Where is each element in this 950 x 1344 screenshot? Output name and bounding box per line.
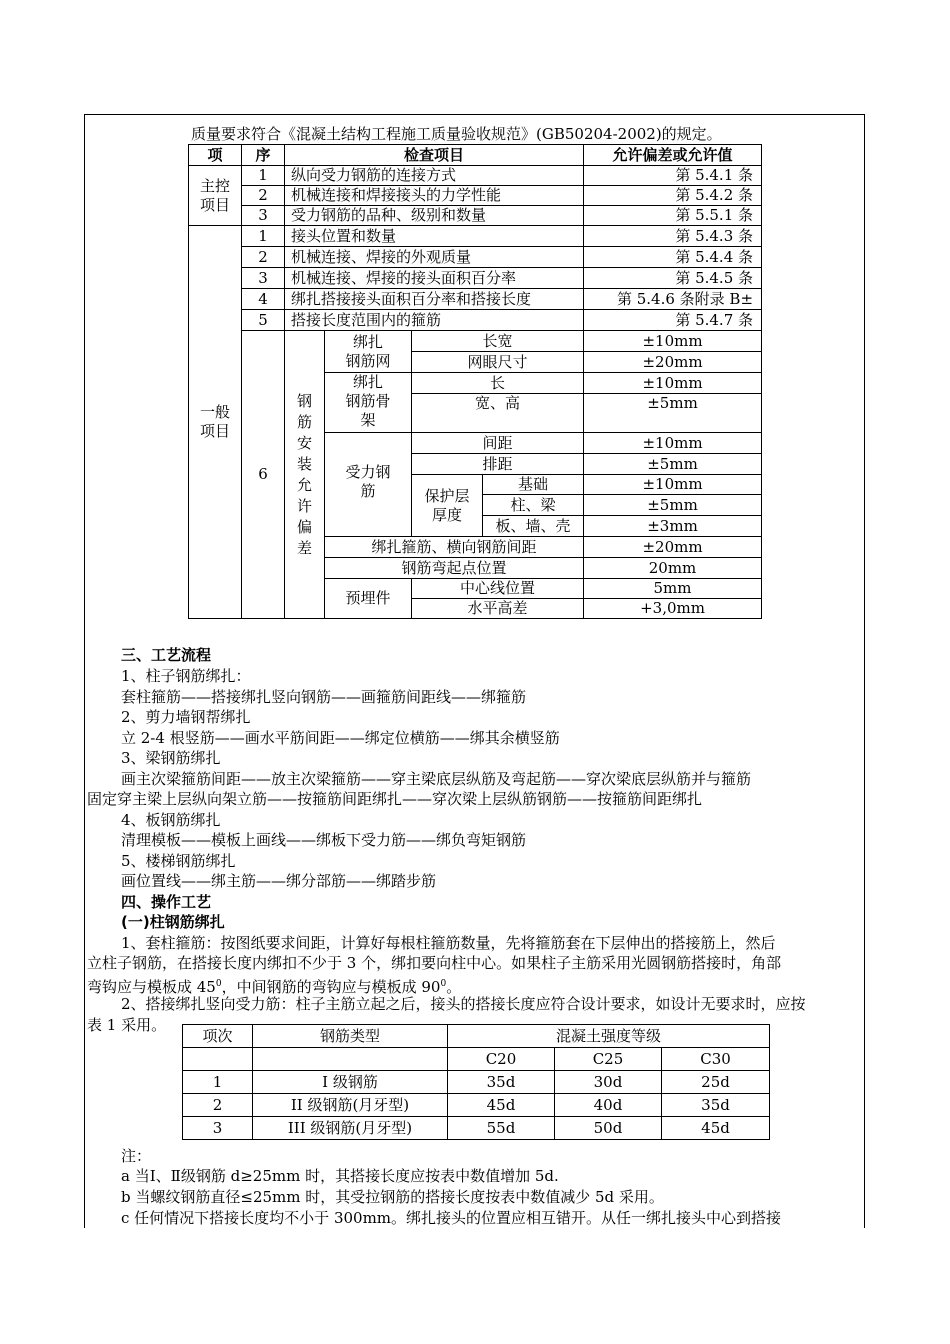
table-row-value: 第 5.4.6 条附录 B± bbox=[584, 289, 762, 310]
note-line: a 当Ⅰ、Ⅱ级钢筋 d≥25mm 时，其搭接长度应按表中数值增加 5d. bbox=[121, 1167, 559, 1185]
header-item-group: 项 bbox=[189, 145, 242, 166]
section3-line: 套柱箍筋——搭接绑扎竖向钢筋——画箍筋间距线——绑箍筋 bbox=[121, 688, 527, 706]
table-row-item: 间距 bbox=[412, 433, 584, 454]
table-row-type: III 级钢筋(月牙型) bbox=[253, 1117, 448, 1140]
table-row-seq: 1 bbox=[242, 166, 285, 186]
table-row-value: 第 5.4.1 条 bbox=[584, 166, 762, 186]
table-cell: 40d bbox=[555, 1094, 662, 1117]
table-row-item: 柱、梁 bbox=[483, 495, 584, 516]
inspection-table bbox=[188, 144, 762, 619]
table-row-seq: 3 bbox=[242, 206, 285, 226]
table-row-item: 绑扎箍筋、横向钢筋间距 bbox=[325, 537, 584, 558]
table-cell: 45d bbox=[662, 1117, 770, 1140]
table-row-item: 绑扎搭接接头面积百分率和搭接长度 bbox=[285, 289, 584, 310]
skeleton-label: 绑扎 钢筋骨 架 bbox=[325, 373, 412, 433]
hook-text-a: 弯钩应与模板成 45 bbox=[87, 978, 216, 996]
table-row-item: 中心线位置 bbox=[412, 579, 584, 599]
header-type: 钢筋类型 bbox=[253, 1025, 448, 1048]
degree-sup: 0 bbox=[440, 979, 447, 989]
table-row-type: II 级钢筋(月牙型) bbox=[253, 1094, 448, 1117]
table-row-seq: 5 bbox=[242, 310, 285, 331]
seq6-label: 钢 筋 安 装 允 许 偏 差 bbox=[285, 331, 325, 619]
section3-line: 3、梁钢筋绑扎 bbox=[121, 749, 221, 767]
table-row-value: ±3mm bbox=[584, 516, 762, 537]
table-row-seq: 4 bbox=[242, 289, 285, 310]
table-row-value: 第 5.4.2 条 bbox=[584, 186, 762, 206]
section4-line: 立柱子钢筋，在搭接长度内绑扣不少于 3 个，绑扣要向柱中心。如果柱子主筋采用光圆钢筋搭接时，角部 bbox=[87, 954, 782, 972]
table-row-item: 钢筋弯起点位置 bbox=[325, 558, 584, 579]
section3-line: 4、板钢筋绑扎 bbox=[121, 811, 221, 829]
table-row-value: +3,0mm bbox=[584, 599, 762, 619]
table-row-item: 网眼尺寸 bbox=[412, 352, 584, 373]
table-row-item: 排距 bbox=[412, 454, 584, 475]
table-row-seq: 3 bbox=[242, 268, 285, 289]
table-row-item: 机械连接、焊接的外观质量 bbox=[285, 247, 584, 268]
empty-cell bbox=[253, 1048, 448, 1071]
table-row-no: 2 bbox=[183, 1094, 253, 1117]
section4-line: 2、搭接绑扎竖向受力筋：柱子主筋立起之后，接头的搭接长度应符合设计要求，如设计无要求时，应按 bbox=[121, 995, 806, 1013]
section4-line: 表 1 采用。 bbox=[87, 1016, 167, 1034]
table-row-value: 5mm bbox=[584, 579, 762, 599]
table-row-value: ±5mm bbox=[584, 495, 762, 516]
table-row-item: 纵向受力钢筋的连接方式 bbox=[285, 166, 584, 186]
hook-text-b: ，中间钢筋的弯钩应与模板成 90 bbox=[221, 978, 441, 996]
table-row-seq: 2 bbox=[242, 247, 285, 268]
table-row-value: ±5mm bbox=[584, 454, 762, 475]
header-allowance: 允许偏差或允许值 bbox=[584, 145, 762, 166]
section3-line: 固定穿主梁上层纵向架立筋——按箍筋间距绑扎——穿次梁上层纵筋钢筋——按箍筋间距绑扎 bbox=[87, 790, 703, 808]
table-row-item: 长 bbox=[412, 373, 584, 394]
table-row-item: 机械连接和焊接接头的力学性能 bbox=[285, 186, 584, 206]
section4-subtitle: (一)柱钢筋绑扎 bbox=[121, 913, 225, 931]
header-grade: 混凝土强度等级 bbox=[448, 1025, 770, 1048]
table-row-item: 长宽 bbox=[412, 331, 584, 352]
note-line: b 当螺纹钢筋直径≤25mm 时，其受拉钢筋的搭接长度按表中数值减少 5d 采用。 bbox=[121, 1188, 664, 1206]
table-row-value: 第 5.5.1 条 bbox=[584, 206, 762, 226]
table-row-value: 第 5.4.3 条 bbox=[584, 226, 762, 247]
main-group-label: 主控 项目 bbox=[189, 166, 242, 226]
section3-line: 2、剪力墙钢帮绑扎 bbox=[121, 708, 251, 726]
section3-line: 画主次梁箍筋间距——放主次梁箍筋——穿主梁底层纵筋及弯起筋——穿次梁底层纵筋并与箍筋 bbox=[121, 770, 752, 788]
table-row-value: ±10mm bbox=[584, 331, 762, 352]
section3-line: 画位置线——绑主筋——绑分部筋——绑踏步筋 bbox=[121, 872, 437, 890]
section4-title: 四、操作工艺 bbox=[121, 893, 212, 911]
table-cell: 55d bbox=[448, 1117, 555, 1140]
table-row-item: 机械连接、焊接的接头面积百分率 bbox=[285, 268, 584, 289]
table-cell: 25d bbox=[662, 1071, 770, 1094]
section3-line: 立 2-4 根竖筋——画水平筋间距——绑定位横筋——绑其余横竖筋 bbox=[121, 729, 560, 747]
table-cell: 50d bbox=[555, 1117, 662, 1140]
table-row-item: 基础 bbox=[483, 475, 584, 495]
intro-line: 质量要求符合《混凝土结构工程施工质量验收规范》(GB50204-2002)的规定。 bbox=[191, 125, 722, 143]
notes-title: 注： bbox=[121, 1147, 152, 1165]
table-row-value: ±5mm bbox=[584, 394, 762, 433]
table-row-value: ±10mm bbox=[584, 475, 762, 495]
table-row-type: I 级钢筋 bbox=[253, 1071, 448, 1094]
table-row-seq: 1 bbox=[242, 226, 285, 247]
table-row-value: 20mm bbox=[584, 558, 762, 579]
header-check-item: 检查项目 bbox=[285, 145, 584, 166]
section3-title: 三、工艺流程 bbox=[121, 646, 212, 664]
grade-c25: C25 bbox=[555, 1048, 662, 1071]
stress-label: 受力钢 筋 bbox=[325, 433, 412, 537]
table-row-item: 水平高差 bbox=[412, 599, 584, 619]
table-row-value: ±20mm bbox=[584, 537, 762, 558]
table-cell: 35d bbox=[662, 1094, 770, 1117]
empty-cell bbox=[183, 1048, 253, 1071]
table-row-item: 接头位置和数量 bbox=[285, 226, 584, 247]
table-row-value: 第 5.4.4 条 bbox=[584, 247, 762, 268]
table-row-item: 受力钢筋的品种、级别和数量 bbox=[285, 206, 584, 226]
table-row-no: 3 bbox=[183, 1117, 253, 1140]
table-row-value: 第 5.4.7 条 bbox=[584, 310, 762, 331]
section4-line: 1、套柱箍筋：按图纸要求间距，计算好每根柱箍筋数量，先将箍筋套在下层伸出的搭接筋上，然后 bbox=[121, 934, 776, 952]
degree-sup: 0 bbox=[215, 979, 222, 989]
table-row-item: 板、墙、壳 bbox=[483, 516, 584, 537]
header-seq: 序 bbox=[242, 145, 285, 166]
lap-length-table bbox=[182, 1024, 770, 1140]
table-row-no: 1 bbox=[183, 1071, 253, 1094]
section3-line: 1、柱子钢筋绑扎： bbox=[121, 667, 251, 685]
table-row-seq: 2 bbox=[242, 186, 285, 206]
mesh-label: 绑扎 钢筋网 bbox=[325, 331, 412, 373]
table-cell: 30d bbox=[555, 1071, 662, 1094]
hook-text-c: 。 bbox=[446, 978, 462, 996]
table-row-item: 搭接长度范围内的箍筋 bbox=[285, 310, 584, 331]
table-row-value: ±10mm bbox=[584, 373, 762, 394]
general-group-label: 一般 项目 bbox=[189, 226, 242, 619]
section3-line: 清理模板——模板上画线——绑板下受力筋——绑负弯矩钢筋 bbox=[121, 831, 527, 849]
seq6-number: 6 bbox=[242, 331, 285, 619]
note-line: c 任何情况下搭接长度均不小于 300mm。绑扎接头的位置应相互错开。从任一绑扎接头中心到搭接 bbox=[121, 1209, 782, 1227]
grade-c20: C20 bbox=[448, 1048, 555, 1071]
table-row-value: ±10mm bbox=[584, 433, 762, 454]
table-row-value: ±20mm bbox=[584, 352, 762, 373]
cover-label: 保护层 厚度 bbox=[412, 475, 483, 537]
grade-c30: C30 bbox=[662, 1048, 770, 1071]
table-row-value: 第 5.4.5 条 bbox=[584, 268, 762, 289]
table-row-item: 宽、高 bbox=[412, 394, 584, 433]
header-no: 项次 bbox=[183, 1025, 253, 1048]
embed-label: 预埋件 bbox=[325, 579, 412, 619]
table-cell: 35d bbox=[448, 1071, 555, 1094]
section3-line: 5、楼梯钢筋绑扎 bbox=[121, 852, 236, 870]
table-cell: 45d bbox=[448, 1094, 555, 1117]
